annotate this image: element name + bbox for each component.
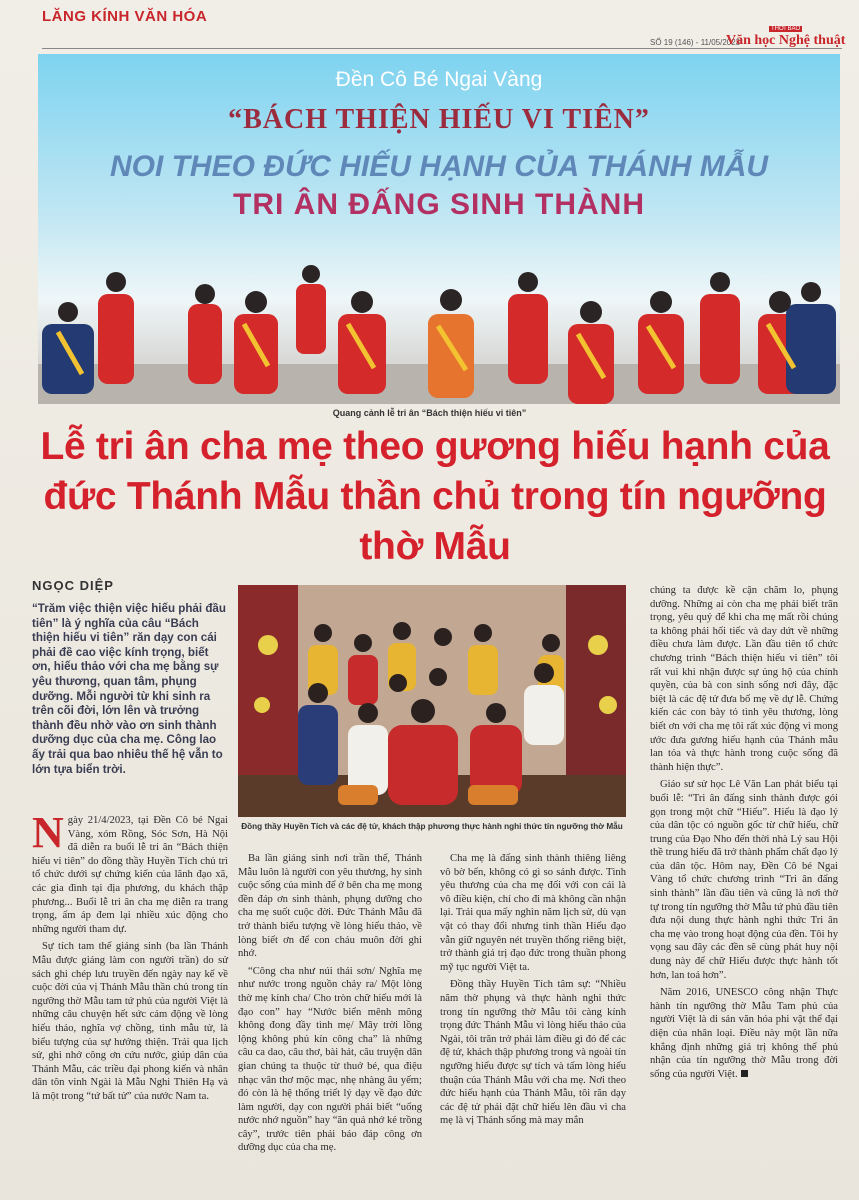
group-photo-illustration [238, 585, 626, 817]
banner-photo [38, 54, 840, 404]
banner-caption: Quang cảnh lễ tri ân “Bách thiện hiếu vi tiên” [332, 408, 527, 418]
issue-info: SỐ 19 (146) - 11/05/2023 [650, 38, 741, 47]
column-4-para-1: chúng ta được kề cận chăm lo, phụng dưỡng. Những ai còn cha mẹ phải biết trân trọng, yêu quý để khi cha mẹ mất rồi chúng ta không phải hối tiếc và day dứt về những điều chưa làm được. Lần đầu tiên tổ chức chương trình “Bách thiện hiếu vi tiên” tôi rất vui khi nhận được sự ủng hộ của chính quyền, của bà con sinh sống nơi đây, đặc biệt là các đệ tử đưa bố mẹ về dự lễ. Chứng kiến các con bày tỏ tình yêu thương, lòng biết ơn với cha mẹ tôi rất xúc động vì mong ước đưa gương hiếu hạnh của Thánh mẫu lan tỏa và thực hành trong cuộc sống đã thành hiện thực”. [650, 585, 838, 773]
column-4-para-2: Giáo sư sử học Lê Văn Lan phát biểu tại buổi lễ: “Tri ân đấng sinh thành được gói gọn trong một chữ “Hiếu”. Hiếu là đạo lý của dân tộc có nguồn gốc từ chữ hiếu, chữ trung của Đạo Nho đến thời nhà Lý sau Hội thề trung hiếu đã trở thành phẩm chất đạo lý của dân tộc. Hôm nay, Đền Cô bé Ngai Vàng tổ chức chương trình “Tri ân đấng sinh thành” lần đầu tiên và cũng là nơi thờ tự trong tín ngưỡng thờ Mẫu tứ phủ đầu tiên đưa nội dung thực hành nghi thức Tri ân cha mẹ vào trong hoạt động của đền. Tôi hy vọng sau đây các đền sẽ cùng phát huy nội dung này để chữ Hiếu được thực hành tốt hơn, lan toả hơn”. [650, 779, 838, 981]
column-4-para-3 [650, 986, 838, 1081]
column-2-para-1: Ba lần giáng sinh nơi trần thế, Thánh Mẫu luôn là người con yêu thương, hy sinh cuộc sống của mình để ở bên cha mẹ mong đền đáp ơn sinh thành, phụng dưỡng cho cha mẹ suốt cuộc đời. Đức Thánh Mẫu đã trở thành biểu tượng về lòng hiếu thảo, về lòng biết ơn để con cháu muôn đời ghi nhớ. [238, 853, 422, 960]
header-divider [42, 48, 842, 49]
masthead-logo: Văn học Nghệ thuật [726, 33, 846, 48]
column-3-para-2: Đồng thầy Huyền Tích tâm sự: “Nhiều năm thờ phụng và thực hành nghi thức trong tín ngưỡng thờ Mẫu tôi càng kính trọng đức Thánh Mẫu vì lòng hiếu thảo của Ngài, tôi trăn trở phải làm điều gì đó để các đệ tử, khách thập phương trong và ngoài tín ngưỡng hiểu được sự tích và tấm lòng hiếu thuận của Thánh Mẫu với cha mẹ. Nơi theo đức hiếu hạnh của Thánh Mẫu, tôi răn dạy các đệ tử phải đặt chữ hiếu lên đầu vì cha mẹ là vị Thánh sống mà may mắn [440, 979, 626, 1127]
body-column-4 [650, 584, 838, 1085]
column-4-para-3-text: Năm 2016, UNESCO công nhận Thực hành tín ngưỡng thờ Mẫu Tam phủ của người Việt là di sản văn hóa phi vật thể đại diện của nhân loại. Điều này một lần nữa khẳng định những giá trị không thể phủ nhận của tín ngưỡng thờ Mẫu trong đời sống của người Việt. [650, 987, 838, 1080]
group-photo [238, 585, 626, 817]
article-lead: “Trăm việc thiện việc hiếu phải đầu tiên” là ý nghĩa của câu “Bách thiện hiếu vi tiên” răn dạy con cái phải đề cao việc kính trọng, biết ơn, hiếu thảo với cha mẹ bằng sự yêu thương, quan tâm, phụng dưỡng. Mỗi người từ khi sinh ra trên cõi đời, lớn lên và trưởng thành đều nhờ vào ơn sinh thành dưỡng dục của cha mẹ. Công lao ấy trải qua bao nhiêu thế hệ vẫn to lớn tựa biển trời. [32, 602, 226, 776]
article-author: NGỌC DIỆP [32, 578, 114, 593]
column-2-para-2: “Công cha như núi thái sơn/ Nghĩa mẹ như nước trong nguồn chảy ra/ Một lòng thờ mẹ kính cha/ Cho tròn chữ hiếu mới là đạo con” hay “Nước biển mênh mông không đong đầy tình mẹ/ Mây trời lồng lộng không phủ kín công cha” là những câu ca dao, câu thơ, bài hát, câu truyện dân gian chúng ta thuộc từ thuở bé, qua điệu nhạc vân thơ mộc mạc, nhẹ nhàng âu yếm; đó còn là hệ thống triết lý dạy về đạo đức làm người, dạy con người phải biết “uống nước nhớ nguồn” hay “ăn quả nhớ kẻ trồng cây”, trước tiên phải báo đáp công ơn dưỡng dục của cha mẹ. [238, 965, 422, 1154]
article-headline: Lễ tri ân cha mẹ theo gương hiếu hạnh của đức Thánh Mẫu thần chủ trong tín ngưỡng thờ Mẫu [40, 425, 830, 568]
banner-line-1: Đền Cô Bé Ngai Vàng [335, 68, 543, 91]
drop-cap: N [32, 808, 64, 857]
banner-line-2: “BÁCH THIỆN HIẾU VI TIÊN” [228, 104, 650, 135]
body-column-1 [32, 808, 228, 1107]
ceremony-people-illustration [38, 254, 840, 404]
section-title: LĂNG KÍNH VĂN HÓA [42, 8, 208, 25]
column-1-para-1 [32, 808, 228, 936]
end-mark [741, 1070, 748, 1077]
masthead-badge: THỜI BÁO [771, 26, 801, 32]
banner-line-4: TRI ÂN ĐẤNG SINH THÀNH [233, 188, 645, 221]
photo-caption: Đồng thầy Huyền Tích và các đệ tử, khách thập phương thực hành nghi thức tín ngưỡng thờ Mẫu [241, 822, 623, 831]
column-3-para-1: Cha mẹ là đấng sinh thành thiêng liêng vô bờ bến, không có gì so sánh được. Tình yêu thương của cha mẹ đối với con cái là vô điều kiện, chỉ cho đi mà không cần nhận lại. Trải qua mấy nghìn năm lịch sử, dù vạn vật có thay đổi nhưng tinh thần Hiếu đạo vẫn giữ nguyên nét truyền thống riêng biệt, trở thành giá trị đạo đức trong thuần phong mỹ tục người Việt ta. [440, 853, 626, 973]
body-column-2 [238, 852, 422, 1159]
body-column-3 [440, 852, 626, 1132]
column-1-para-2: Sự tích tam thế giáng sinh (ba lần Thánh Mẫu được giáng làm con người trần) do sử sách ghi chép lưu truyền đến ngày nay kể về cuộc đời của vị Thánh Mẫu thần chủ trong tín ngưỡng thờ Mẫu tam tứ phủ của người Việt là những câu chuyện hết sức cảm động về lòng hiếu thảo, nghĩa vợ chồng, tình mẫu tử, là biểu tượng của sự hướng thiện. Trải qua lịch sử, ghi nhớ công ơn cứu nước, giúp dân của Thánh Mẫu, các triều đại phong kiến và nhân dân tôn vinh Ngài là Mẫu Nghi Thiên Hạ và là một trong “tứ bất tử” của nước Nam ta. [32, 941, 228, 1102]
banner-line-3: NOI THEO ĐỨC HIẾU HẠNH CỦA THÁNH MẪU [109, 150, 769, 183]
column-1-para-1-text: gày 21/4/2023, tại Đền Cô bé Ngai Vàng, xóm Rồng, Sóc Sơn, Hà Nội đã diễn ra buổi lễ tri ân “Bách thiện hiếu vi tiên” do đồng thầy Huyền Tích chủ trì tổ chức dưới sự chứng kiến của lãnh đạo xã, các gia đình tại địa phương, du khách thập phương... Buổi lễ tri ân cha mẹ diễn ra trang trọng, ấm áp đem lại nhiều xúc động cho những người tham dự. [32, 815, 228, 935]
